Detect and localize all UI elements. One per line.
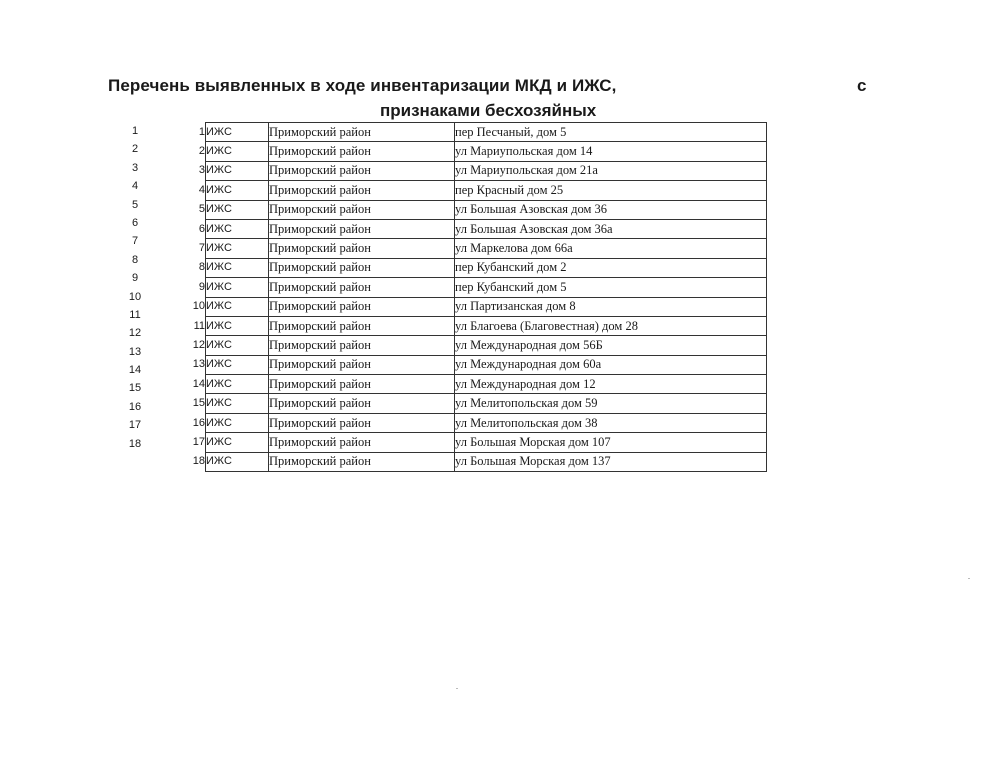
property-type-cell: ИЖС (206, 181, 269, 200)
address-cell: ул Большая Азовская дом 36 (455, 200, 767, 219)
address-cell: ул Мелитопольская дом 38 (455, 413, 767, 432)
row-number-cell: 12 (192, 338, 205, 351)
document-title: Перечень выявленных в ходе инвентаризации МКД и ИЖС, (108, 76, 617, 95)
row-number-cell: 11 (193, 319, 205, 332)
property-type-cell: ИЖС (206, 258, 269, 277)
row-sequence-number: 5 (131, 198, 139, 211)
property-type-cell: ИЖС (206, 452, 269, 471)
district-cell: Приморский район (269, 297, 455, 316)
row-sequence-number: 7 (131, 235, 139, 248)
district-cell: Приморский район (269, 375, 455, 394)
table-row (152, 278, 767, 297)
district-cell: Приморский район (269, 142, 455, 161)
table-row (152, 239, 767, 258)
address-cell: ул Большая Морская дом 137 (455, 452, 767, 471)
property-type-cell: ИЖС (206, 375, 269, 394)
sequence-number-column (120, 122, 150, 453)
row-number-cell: 14 (192, 377, 205, 390)
scan-speck (456, 688, 458, 689)
table-row (152, 413, 767, 432)
district-cell: Приморский район (269, 336, 455, 355)
property-type-cell: ИЖС (206, 297, 269, 316)
district-cell: Приморский район (269, 452, 455, 471)
title-trailing-letter: с (857, 76, 867, 95)
table-row (152, 355, 767, 374)
table-row (152, 142, 767, 161)
address-cell: ул Мариупольская дом 21а (455, 161, 767, 180)
scan-speck (968, 578, 970, 579)
property-type-cell: ИЖС (206, 433, 269, 452)
address-cell: пер Кубанский дом 5 (455, 278, 767, 297)
district-cell: Приморский район (269, 239, 455, 258)
district-cell: Приморский район (269, 278, 455, 297)
row-sequence-number: 6 (131, 216, 139, 229)
row-number-cell: 4 (198, 183, 205, 196)
table-row (152, 375, 767, 394)
row-number-cell: 16 (192, 416, 205, 429)
property-type-cell: ИЖС (206, 161, 269, 180)
row-number-cell: 7 (198, 242, 205, 255)
table-row (152, 452, 767, 471)
district-cell: Приморский район (269, 316, 455, 335)
table-row (152, 433, 767, 452)
row-sequence-number: 4 (131, 180, 139, 193)
district-cell: Приморский район (269, 258, 455, 277)
address-cell: пер Кубанский дом 2 (455, 258, 767, 277)
row-number-cell: 3 (198, 164, 205, 177)
table-row (152, 297, 767, 316)
row-sequence-number: 1 (131, 125, 139, 137)
address-cell: ул Маркелова дом 66а (455, 239, 767, 258)
property-type-cell: ИЖС (206, 278, 269, 297)
row-sequence-number: 12 (128, 327, 142, 340)
address-cell: ул Партизанская дом 8 (455, 297, 767, 316)
row-number-cell: 6 (198, 222, 205, 235)
district-cell: Приморский район (269, 413, 455, 432)
address-cell: ул Большая Морская дом 107 (455, 433, 767, 452)
address-cell: ул Мариупольская дом 14 (455, 142, 767, 161)
row-number-cell: 15 (192, 397, 205, 410)
table-row (152, 394, 767, 413)
address-cell: пер Песчаный, дом 5 (455, 123, 767, 142)
address-cell: ул Мелитопольская дом 59 (455, 394, 767, 413)
property-type-cell: ИЖС (206, 316, 269, 335)
table-row (152, 123, 767, 142)
row-number-cell: 5 (198, 203, 205, 216)
row-sequence-number: 14 (128, 364, 142, 377)
table-row (152, 316, 767, 335)
row-number-cell: 18 (192, 455, 205, 468)
row-sequence-number: 11 (129, 308, 141, 321)
row-number-cell: 17 (192, 435, 205, 448)
district-cell: Приморский район (269, 161, 455, 180)
district-cell: Приморский район (269, 200, 455, 219)
property-type-cell: ИЖС (206, 239, 269, 258)
row-number-cell: 13 (192, 358, 205, 371)
row-sequence-number: 3 (131, 161, 139, 174)
table-row (152, 161, 767, 180)
row-number-cell: 8 (198, 261, 205, 274)
district-cell: Приморский район (269, 355, 455, 374)
district-cell: Приморский район (269, 219, 455, 238)
row-sequence-number: 9 (131, 272, 139, 285)
row-number-cell: 1 (198, 125, 205, 138)
district-cell: Приморский район (269, 123, 455, 142)
row-number-cell: 9 (198, 280, 205, 293)
address-cell: ул Большая Азовская дом 36а (455, 219, 767, 238)
address-cell: ул Благоева (Благовестная) дом 28 (455, 316, 767, 335)
table-row (152, 181, 767, 200)
property-type-cell: ИЖС (206, 355, 269, 374)
property-type-cell: ИЖС (206, 219, 269, 238)
row-sequence-number: 2 (131, 143, 139, 156)
address-cell: ул Международная дом 12 (455, 375, 767, 394)
table-row (152, 219, 767, 238)
row-sequence-number: 18 (128, 437, 142, 450)
document-title-continuation: признаками бесхозяйных (380, 101, 597, 120)
row-sequence-number: 16 (128, 400, 142, 413)
property-type-cell: ИЖС (206, 142, 269, 161)
address-cell: пер Красный дом 25 (455, 181, 767, 200)
table-row (152, 258, 767, 277)
table-row (152, 336, 767, 355)
property-registry-table (152, 122, 767, 472)
property-type-cell: ИЖС (206, 200, 269, 219)
row-sequence-number: 15 (128, 382, 142, 395)
district-cell: Приморский район (269, 394, 455, 413)
property-type-cell: ИЖС (206, 413, 269, 432)
row-number-cell: 2 (198, 145, 205, 158)
district-cell: Приморский район (269, 433, 455, 452)
row-sequence-number: 8 (131, 253, 139, 266)
address-cell: ул Международная дом 60а (455, 355, 767, 374)
property-type-cell: ИЖС (206, 336, 269, 355)
row-sequence-number: 13 (128, 345, 142, 358)
district-cell: Приморский район (269, 181, 455, 200)
property-type-cell: ИЖС (206, 394, 269, 413)
table-row (152, 200, 767, 219)
property-type-cell: ИЖС (206, 123, 269, 142)
registry-table-body (152, 123, 767, 472)
row-sequence-number: 17 (128, 419, 142, 432)
address-cell: ул Международная дом 56Б (455, 336, 767, 355)
row-number-cell: 10 (192, 300, 205, 313)
row-sequence-number: 10 (128, 290, 142, 303)
